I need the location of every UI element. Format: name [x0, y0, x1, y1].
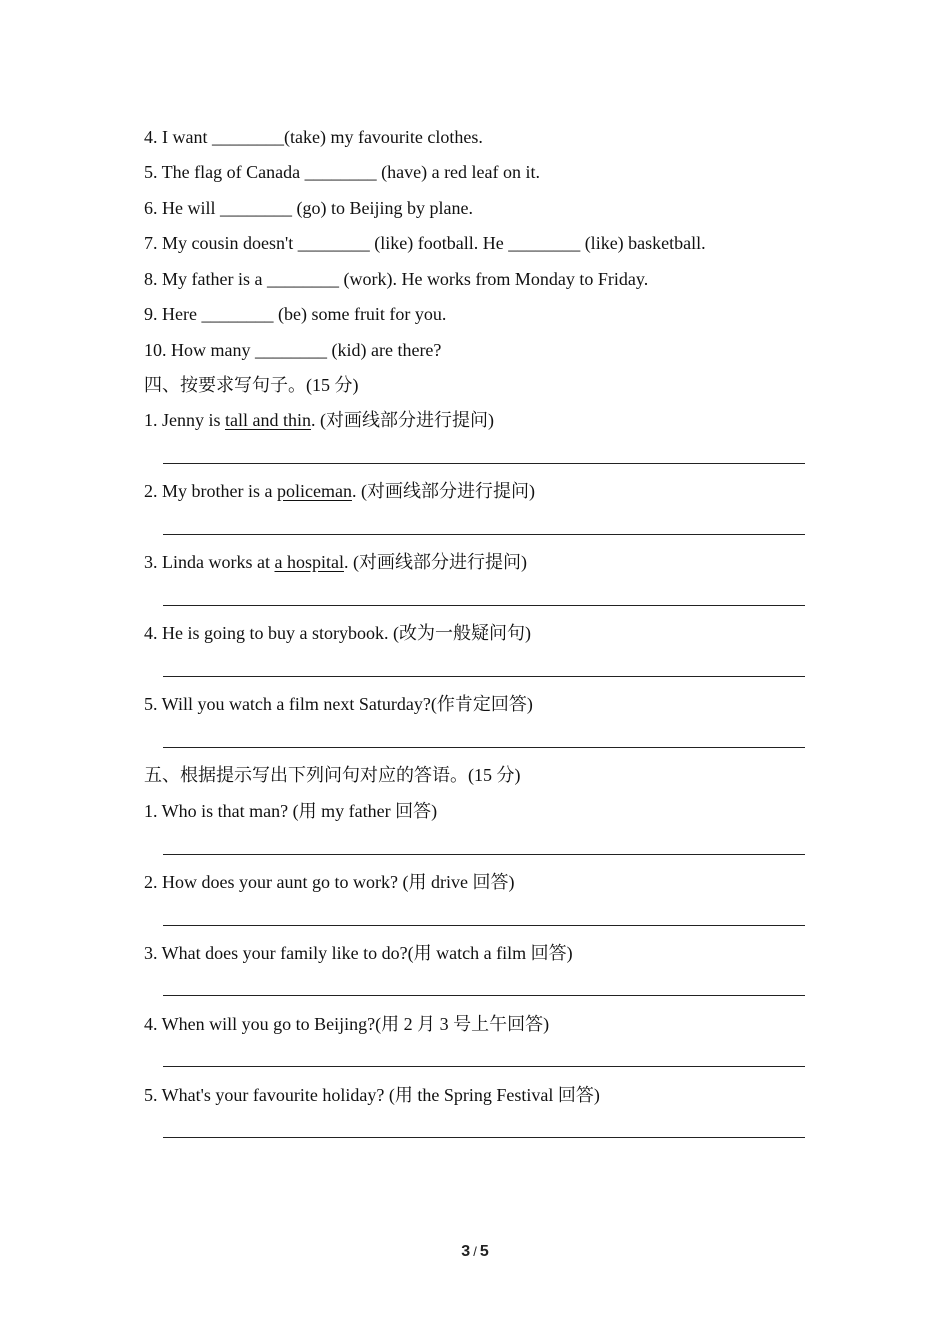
underlined-phrase: a hospital: [274, 552, 344, 572]
instruction-text: . (对画线部分进行提问): [351, 481, 535, 501]
answer-line[interactable]: [163, 534, 805, 535]
fill-in-item-6: 6. He will ________ (go) to Beijing by plane.: [144, 198, 473, 218]
answer-item-2: 2. How does your aunt go to work? (用 drive 回答): [144, 872, 515, 892]
question-text: 3. Linda works at: [144, 552, 275, 572]
answer-line[interactable]: [163, 995, 805, 996]
answer-line[interactable]: [163, 747, 805, 748]
answer-line[interactable]: [163, 605, 805, 606]
answer-line[interactable]: [163, 925, 805, 926]
answer-item-4: 4. When will you go to Beijing?(用 2 月 3 号上午回答): [144, 1014, 550, 1034]
fill-in-item-7: 7. My cousin doesn't ________ (like) football. He ________ (like) basketball.: [144, 233, 706, 253]
underlined-phrase: policeman: [276, 481, 352, 501]
fill-in-item-4: 4. I want ________(take) my favourite clothes.: [144, 127, 483, 147]
section-4-heading: 四、按要求写句子。(15 分): [144, 375, 359, 395]
answer-item-5: 5. What's your favourite holiday? (用 the Spring Festival 回答): [144, 1085, 600, 1105]
rewrite-item-1: [144, 409, 494, 431]
answer-line[interactable]: [163, 854, 805, 855]
question-text: 2. My brother is a: [144, 481, 277, 501]
question-text: 1. Jenny is: [144, 410, 225, 430]
fill-in-item-9: 9. Here ________ (be) some fruit for you.: [144, 304, 447, 324]
answer-item-1: 1. Who is that man? (用 my father 回答): [144, 801, 438, 821]
current-page: 3: [461, 1243, 471, 1260]
rewrite-item-4: 4. He is going to buy a storybook. (改为一般疑问句): [144, 623, 531, 643]
rewrite-item-3: [144, 551, 527, 573]
fill-in-item-10: 10. How many ________ (kid) are there?: [144, 340, 442, 360]
answer-line[interactable]: [163, 1137, 805, 1138]
answer-line[interactable]: [163, 463, 805, 464]
answer-item-3: 3. What does your family like to do?(用 watch a film 回答): [144, 943, 573, 963]
underlined-phrase: tall and thin: [225, 410, 311, 430]
rewrite-item-2: [144, 480, 535, 502]
answer-line[interactable]: [163, 676, 805, 677]
answer-line[interactable]: [163, 1066, 805, 1067]
fill-in-item-5: 5. The flag of Canada ________ (have) a red leaf on it.: [144, 162, 541, 182]
page-separator: /: [473, 1244, 477, 1259]
instruction-text: . (对画线部分进行提问): [343, 552, 527, 572]
section-5-heading: 五、根据提示写出下列问句对应的答语。(15 分): [144, 765, 521, 785]
rewrite-item-5: 5. Will you watch a film next Saturday?(作肯定回答): [144, 694, 533, 714]
page-number: [0, 1243, 950, 1261]
fill-in-item-8: 8. My father is a ________ (work). He works from Monday to Friday.: [144, 269, 649, 289]
instruction-text: . (对画线部分进行提问): [310, 410, 494, 430]
total-pages: 5: [479, 1243, 489, 1260]
